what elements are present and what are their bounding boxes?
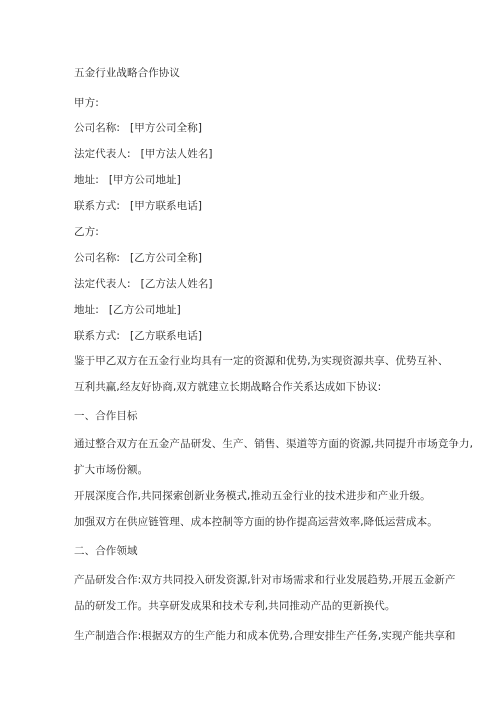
party-a-rep-value: [甲方法人姓名]	[140, 148, 213, 160]
field-1-line-2: 品的研发工作。共享研发成果和技术专利,共同推动产品的更新换代。	[74, 600, 396, 612]
party-a-address-row	[74, 173, 181, 187]
preamble-line-1: 鉴于甲乙双方在五金行业均具有一定的资源和优势,为实现资源共享、优势互补、	[74, 355, 449, 367]
party-a-address-value: [甲方公司地址]	[108, 174, 181, 186]
section-2-heading: 二、合作领域	[74, 545, 138, 557]
party-b-address-value: [乙方公司地址]	[108, 304, 181, 316]
party-a-rep-label: 法定代表人:	[74, 148, 131, 160]
party-b-address-label: 地址:	[74, 304, 99, 316]
party-b-heading: 乙方:	[74, 226, 99, 238]
party-a-rep-row	[74, 147, 213, 161]
party-b-contact-row	[74, 329, 202, 343]
party-a-company-value: [甲方公司全称]	[130, 122, 203, 134]
goal-1-line-1: 通过整合双方在五金产品研发、生产、销售、渠道等方面的资源,共同提升市场竞争力,	[74, 438, 474, 450]
party-a-company-label: 公司名称:	[74, 122, 121, 134]
party-a-contact-value: [甲方联系电话]	[130, 200, 203, 212]
preamble-line-2: 互利共赢,经友好协商,双方就建立长期战略合作关系达成如下协议:	[74, 381, 382, 393]
party-b-rep-value: [乙方法人姓名]	[140, 278, 213, 290]
party-a-company-row	[74, 121, 202, 135]
party-a-contact-row	[74, 199, 202, 213]
document-title: 五金行业战略合作协议	[74, 67, 180, 79]
party-b-address-row	[74, 303, 181, 317]
goal-2: 开展深度合作,共同探索创新业务模式,推动五金行业的技术进步和产业升级。	[74, 490, 431, 502]
party-a-address-label: 地址:	[74, 174, 99, 186]
goal-3: 加强双方在供应链管理、成本控制等方面的协作提高运营效率,降低运营成本。	[74, 516, 438, 528]
goal-1-line-2: 扩大市场份额。	[74, 464, 149, 476]
party-b-rep-row	[74, 277, 213, 291]
party-b-company-row	[74, 251, 202, 265]
party-b-company-label: 公司名称:	[74, 252, 121, 264]
party-a-heading: 甲方:	[74, 97, 99, 109]
field-2-line-1: 生产制造合作:根据双方的生产能力和成本优势,合理安排生产任务,实现产能共享和	[74, 630, 456, 642]
party-b-rep-label: 法定代表人:	[74, 278, 131, 290]
party-b-contact-value: [乙方联系电话]	[130, 330, 203, 342]
party-b-company-value: [乙方公司全称]	[130, 252, 203, 264]
party-b-contact-label: 联系方式:	[74, 330, 121, 342]
party-a-contact-label: 联系方式:	[74, 200, 121, 212]
section-1-heading: 一、合作目标	[74, 410, 138, 422]
field-1-line-1: 产品研发合作:双方共同投入研发资源,针对市场需求和行业发展趋势,开展五金新产	[74, 574, 456, 586]
